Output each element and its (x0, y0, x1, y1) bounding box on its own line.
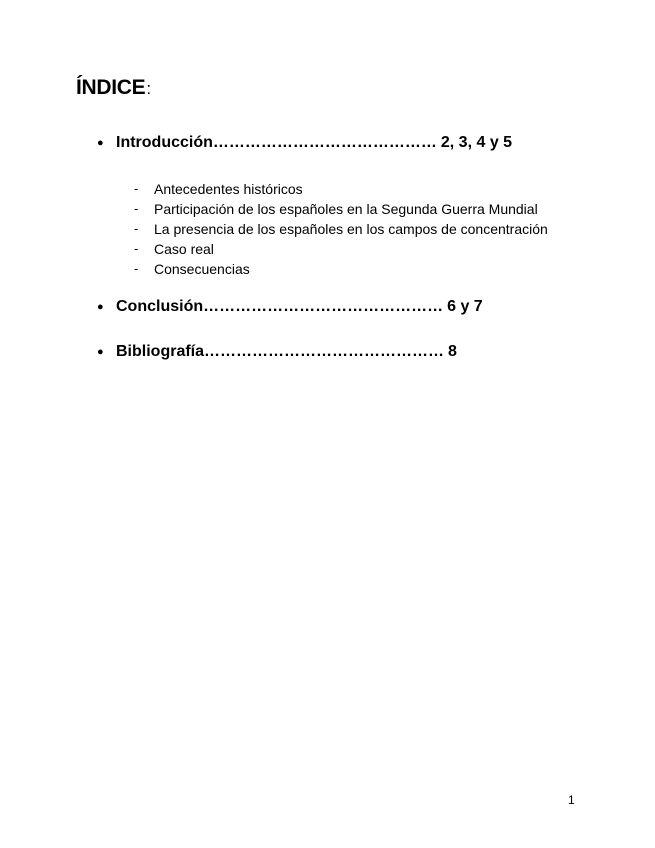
toc-item-introduccion (95, 134, 512, 152)
bullet-icon: ● (97, 137, 104, 149)
sublist-item-label: Participación de los españoles en la Segunda Guerra Mundial (154, 201, 538, 217)
sublist-item (132, 259, 548, 279)
dash-marker: - (134, 201, 139, 216)
introduccion-sublist (132, 179, 548, 279)
toc-item-pages: 8 (448, 343, 457, 360)
toc-item-bibliografia (95, 343, 457, 361)
toc-item-label: Bibliografía……………………………………… (116, 343, 445, 360)
dash-marker: - (134, 261, 139, 276)
dash-marker: - (134, 181, 139, 196)
toc-item-pages: 2, 3, 4 y 5 (440, 134, 513, 151)
dash-marker: - (134, 221, 139, 236)
toc-item-conclusion (95, 298, 483, 316)
bullet-icon: ● (97, 301, 104, 313)
sublist-item (132, 199, 548, 219)
bullet-icon: ● (97, 346, 104, 358)
toc-item-label: Introducción…………………………………… (116, 134, 437, 151)
toc-item-label: Conclusión……………………………………… (116, 298, 444, 315)
index-title (76, 76, 151, 100)
index-title-text: ÍNDICE (76, 76, 146, 99)
dash-marker: - (134, 241, 139, 256)
index-title-colon: : (146, 79, 151, 98)
sublist-item-label: La presencia de los españoles en los campos de concentración (154, 221, 548, 237)
sublist-item (132, 219, 548, 239)
sublist-item (132, 179, 548, 199)
sublist-item-label: Caso real (154, 241, 214, 257)
sublist-item (132, 239, 548, 259)
sublist-item-label: Antecedentes históricos (154, 181, 303, 197)
sublist-item-label: Consecuencias (154, 261, 250, 277)
toc-item-pages: 6 y 7 (447, 298, 483, 315)
page-number: 1 (568, 793, 575, 807)
